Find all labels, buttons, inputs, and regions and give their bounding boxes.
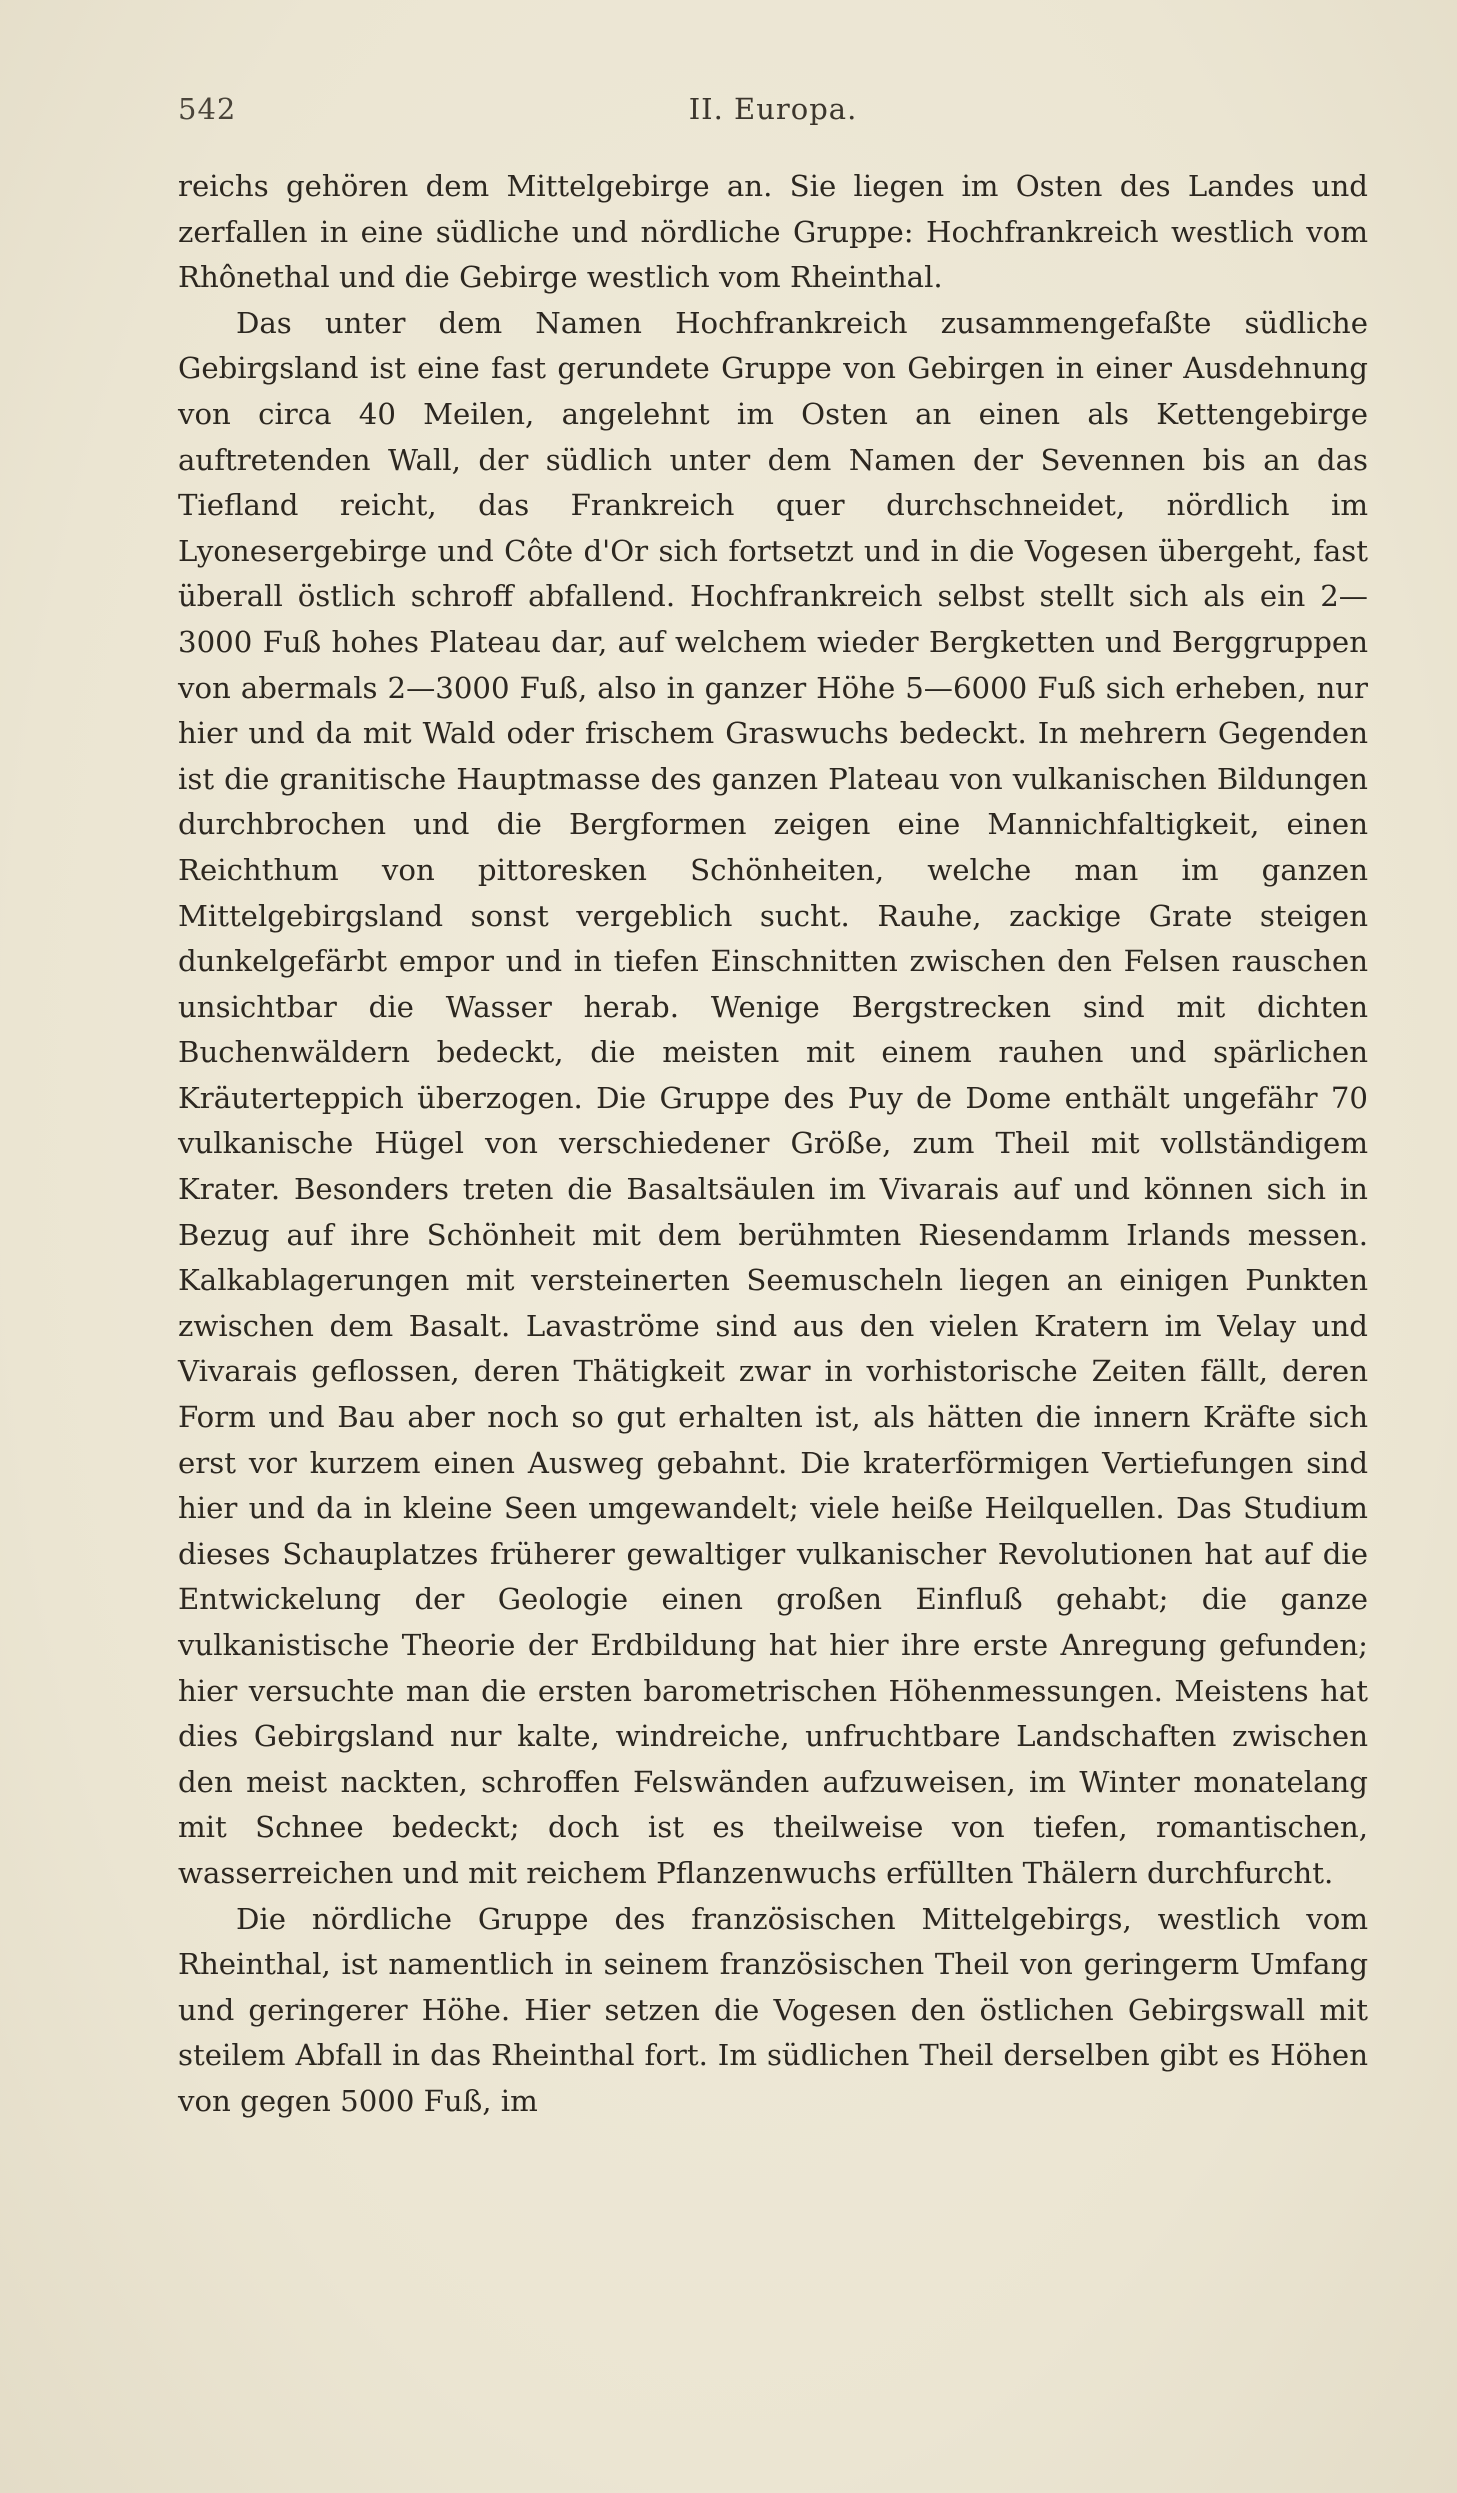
paragraph-2: Das unter dem Namen Hochfrankreich zusammengefaßte südliche Gebirgsland ist eine fast gerundete Gruppe von Gebirgen in einer Ausdehnung von circa 40 Meilen, angelehnt im Osten an einen als Kettengebirge auftretenden Wall, der südlich unter dem Namen der Sevennen bis an das Tiefland reicht, das Frankreich quer durchschneidet, nördlich im Lyonesergebirge und Côte d'Or sich fortsetzt und in die Vogesen übergeht, fast überall östlich schroff abfallend. Hochfrankreich selbst stellt sich als ein 2—3000 Fuß hohes Plateau dar, auf welchem wieder Bergketten und Berggruppen von abermals 2—3000 Fuß, also in ganzer Höhe 5—6000 Fuß sich erheben, nur hier und da mit Wald oder frischem Graswuchs bedeckt. In mehrern Gegenden ist die granitische Hauptmasse des ganzen Plateau von vulkanischen Bildungen durchbrochen und die Bergformen zeigen eine Mannichfaltigkeit, einen Reichthum von pittoresken Schönheiten, welche man im ganzen Mittelgebirgsland sonst vergeblich sucht. Rauhe, zackige Grate steigen dunkelgefärbt empor und in tiefen Einschnitten zwischen den Felsen rauschen unsichtbar die Wasser herab. Wenige Bergstrecken sind mit dichten Buchenwäldern bedeckt, die meisten mit einem rauhen und spärlichen Kräuterteppich überzogen. Die Gruppe des Puy de Dome enthält ungefähr 70 vulkanische Hügel von verschiedener Größe, zum Theil mit vollständigem Krater. Besonders treten die Basaltsäulen im Vivarais auf und können sich in Bezug auf ihre Schönheit mit dem berühmten Riesendamm Irlands messen. Kalkablagerungen mit versteinerten Seemuscheln liegen an einigen Punkten zwischen dem Basalt. Lavaströme sind aus den vielen Kratern im Velay und Vivarais geflossen, deren Thätigkeit zwar in vorhistorische Zeiten fällt, deren Form und Bau aber noch so gut erhalten ist, als hätten die innern Kräfte sich erst vor kurzem einen Ausweg gebahnt. Die kraterförmigen Vertiefungen sind hier und da in kleine Seen umgewandelt; viele heiße Heilquellen. Das Studium dieses Schauplatzes früherer gewaltiger vulkanischer Revolutionen hat auf die Entwickelung der Geologie einen großen Einfluß gehabt; die ganze vulkanistische Theorie der Erdbildung hat hier ihre erste Anregung gefunden; hier versuchte man die ersten barometrischen Höhenmessungen. Meistens hat dies Gebirgsland nur kalte, windreiche, unfruchtbare Landschaften zwischen den meist nackten, schroffen Felswänden aufzuweisen, im Winter monatelang mit Schnee bedeckt; doch ist es theilweise von tiefen, romantischen, wasserreichen und mit reichem Pflanzenwuchs erfüllten Thälern durchfurcht.: [178, 305, 1368, 1890]
running-title: II. Europa.: [688, 92, 858, 126]
page-number: 542: [178, 92, 237, 126]
paragraph-1: reichs gehören dem Mittelgebirge an. Sie liegen im Osten des Landes und zerfallen in eine südliche und nördliche Gruppe: Hochfrankreich westlich vom Rhônethal und die Gebirge westlich vom Rheinthal.: [178, 169, 1368, 295]
body-text: [178, 164, 1368, 2125]
running-head: [178, 92, 1368, 132]
paragraph-3: Die nördliche Gruppe des französischen Mittelgebirgs, westlich vom Rheinthal, ist namentlich in seinem französischen Theil von geringerm Umfang und geringerer Höhe. Hier setzen die Vogesen den östlichen Gebirgswall mit steilem Abfall in das Rheinthal fort. Im südlichen Theil derselben gibt es Höhen von gegen 5000 Fuß, im: [178, 1901, 1368, 2118]
